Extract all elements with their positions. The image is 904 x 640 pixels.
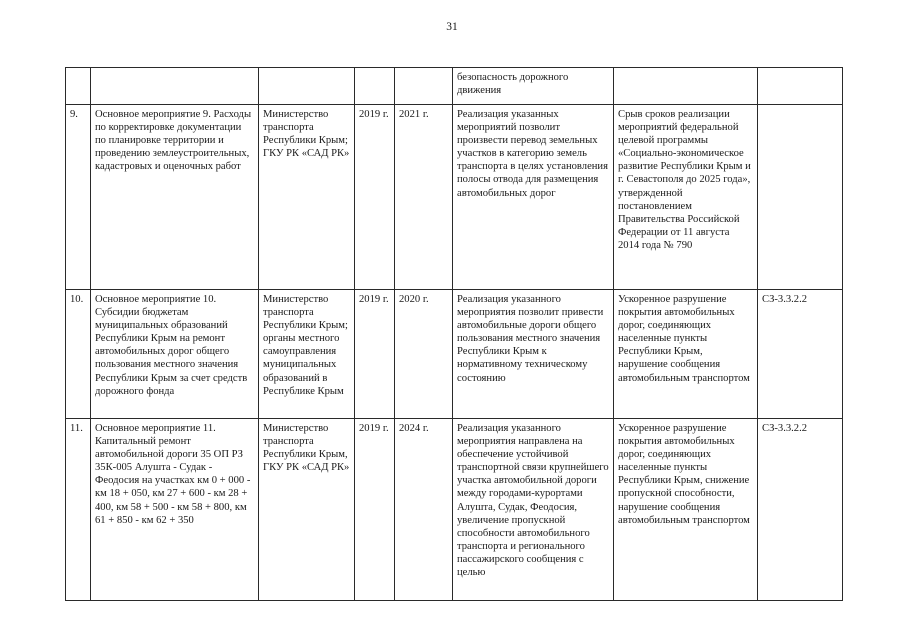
- indicator-link-cell: СЗ-3.3.2.2: [758, 290, 843, 419]
- non-implementation-consequences-cell: Ускоренное разрушение покрытия автомобильных дорог, соединяющих населенные пункты Республики Крым, нарушение сообщения автомобильным транспортом: [614, 290, 758, 419]
- executor-cell: Министерство транспорта Республики Крым; органы местного самоуправления муниципальных образований в Республике Крым: [259, 290, 355, 419]
- indicator-link-cell: [758, 105, 843, 290]
- start-year-cell: 2019 г.: [355, 419, 395, 601]
- non-implementation-consequences-cell: Срыв сроков реализации мероприятий федеральной целевой программы «Социально-экономическое развитие Республики Крым и г. Севастополя до 2025 года», утвержденной постановлением Правительства Российской Федерации от 11 августа 2014 года № 790: [614, 105, 758, 290]
- start-year-cell: 2019 г.: [355, 105, 395, 290]
- non-implementation-consequences-cell: [614, 68, 758, 105]
- activity-name-cell: Основное мероприятие 11. Капитальный ремонт автомобильной дороги 35 ОП РЗ 35К-005 Алушта - Судак - Феодосия на участках км 0 + 000 - км 18 + 050, км 27 + 600 - км 28 + 400, км 58 + 500 - км 58 + 800, км 61 + 850 - км 62 + 350: [91, 419, 259, 601]
- executor-cell: Министерство транспорта Республики Крым; ГКУ РК «САД РК»: [259, 105, 355, 290]
- table-row: [66, 105, 843, 290]
- row-number-cell: 11.: [66, 419, 91, 601]
- expected-result-cell: Реализация указанного мероприятия позволит привести автомобильные дороги общего пользования местного значения Республики Крым к нормативному техническому состоянию: [453, 290, 614, 419]
- activity-name-cell: Основное мероприятие 10. Субсидии бюджетам муниципальных образований Республики Крым на ремонт автомобильных дорог общего пользования местного значения Республики Крым за счет средств дорожного фонда: [91, 290, 259, 419]
- activity-name-cell: [91, 68, 259, 105]
- activity-name-cell: Основное мероприятие 9. Расходы по корректировке документации по планировке территории и проведению землеустроительных, кадастровых и оценочных работ: [91, 105, 259, 290]
- table-row: [66, 290, 843, 419]
- non-implementation-consequences-cell: Ускоренное разрушение покрытия автомобильных дорог, соединяющих населенные пункты Республики Крым, снижение пропускной способности, нарушение сообщения автомобильным транспортом: [614, 419, 758, 601]
- end-year-cell: 2021 г.: [395, 105, 453, 290]
- table-row: [66, 419, 843, 601]
- indicator-link-cell: СЗ-3.3.2.2: [758, 419, 843, 601]
- row-number-cell: 9.: [66, 105, 91, 290]
- expected-result-cell: безопасность дорожного движения: [453, 68, 614, 105]
- end-year-cell: [395, 68, 453, 105]
- expected-result-cell: Реализация указанного мероприятия направлена на обеспечение устойчивой транспортной связи крупнейшего участка автомобильной дороги между городами-курортами Алушта, Судак, Феодосия, увеличение пропускной способности автомобильного транспорта и регионального пассажирского сообщения с целью: [453, 419, 614, 601]
- start-year-cell: [355, 68, 395, 105]
- page-number: 31: [446, 21, 458, 33]
- row-number-cell: 10.: [66, 290, 91, 419]
- row-number-cell: [66, 68, 91, 105]
- executor-cell: Министерство транспорта Республики Крым, ГКУ РК «САД РК»: [259, 419, 355, 601]
- end-year-cell: 2024 г.: [395, 419, 453, 601]
- table-row: [66, 68, 843, 105]
- end-year-cell: 2020 г.: [395, 290, 453, 419]
- indicator-link-cell: [758, 68, 843, 105]
- program-activities-table: [65, 67, 843, 601]
- executor-cell: [259, 68, 355, 105]
- expected-result-cell: Реализация указанных мероприятий позволит произвести перевод земельных участков в категорию земель транспорта в целях установления полосы отвода для размещения автомобильных дорог: [453, 105, 614, 290]
- start-year-cell: 2019 г.: [355, 290, 395, 419]
